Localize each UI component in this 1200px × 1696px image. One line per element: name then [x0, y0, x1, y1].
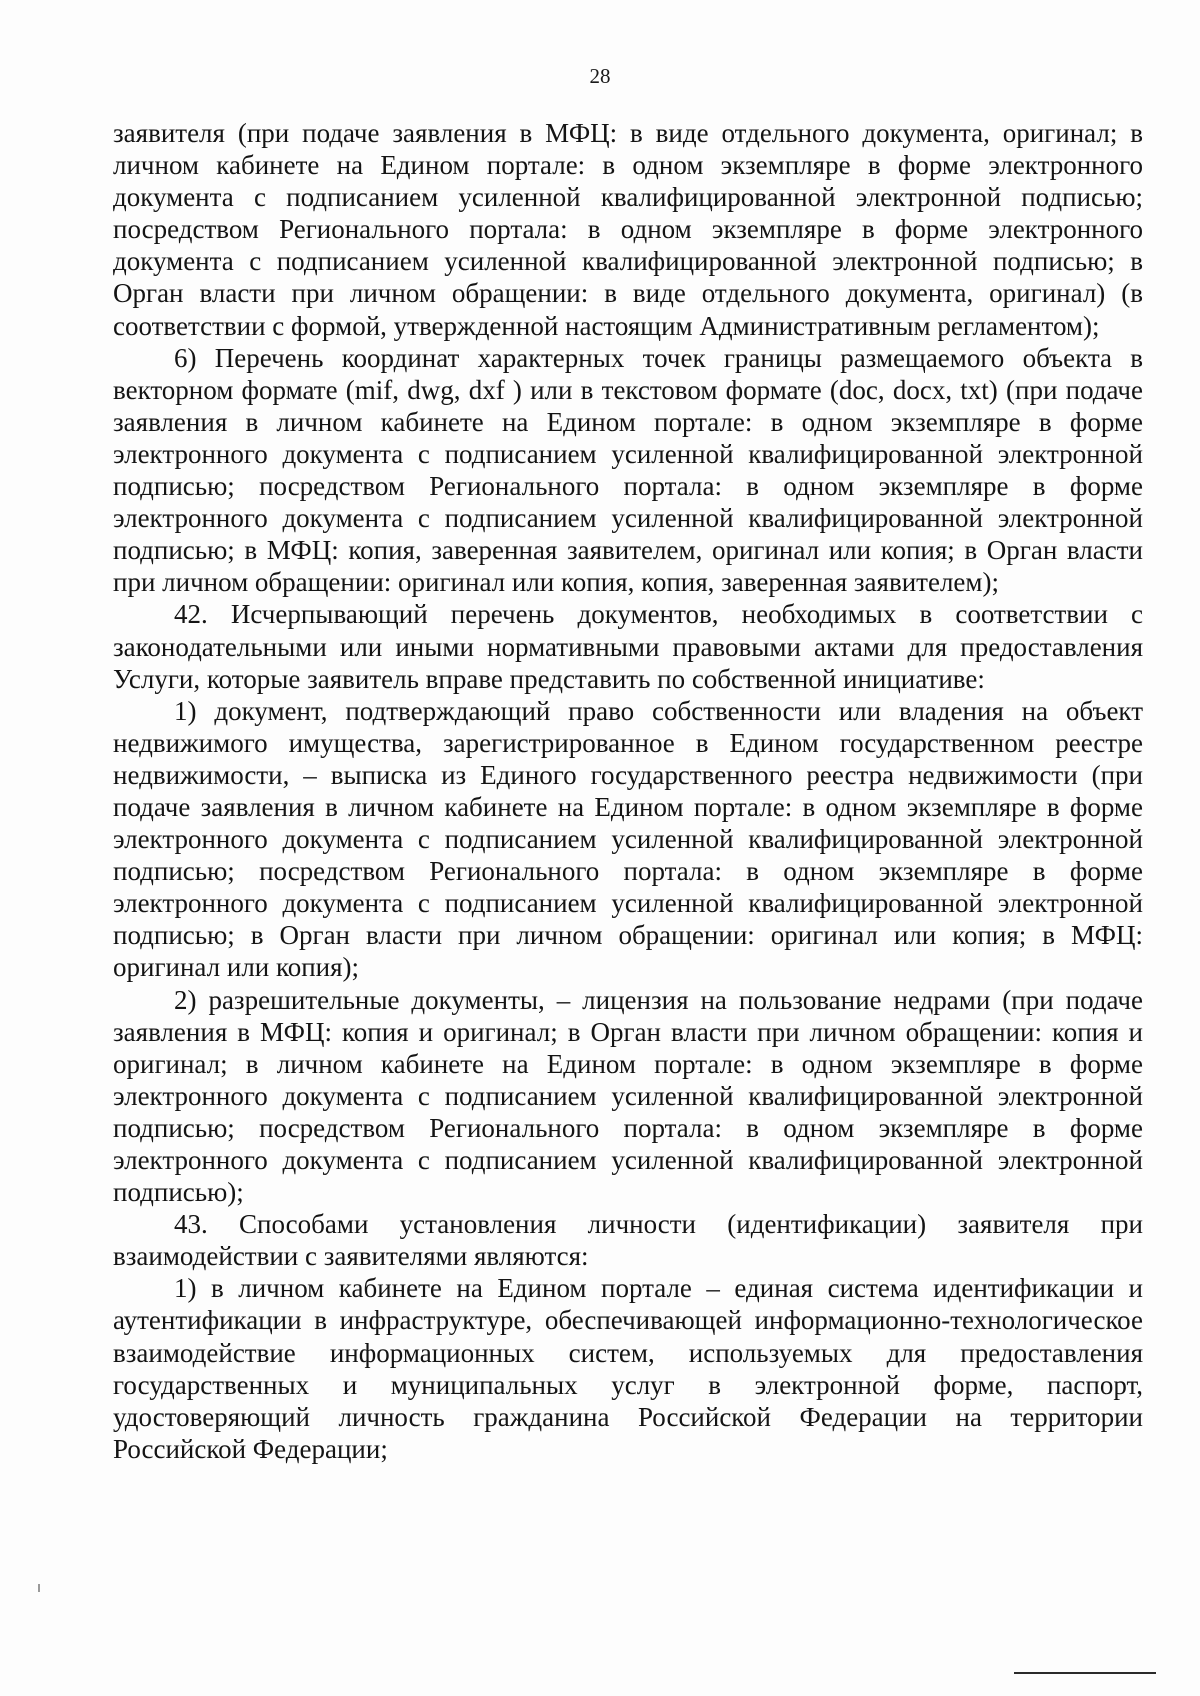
page-number: 28 [589, 64, 611, 88]
document-body [113, 117, 1143, 1465]
paragraph-item-1-identification: 1) в личном кабинете на Едином портале – единая система идентификации и аутентификации в инфраструктуре, обеспечивающей информационно-технологическое взаимодействие информационных систем, используемых для предоставления государственных и муниципальных услуг в электронной форме, паспорт, удостоверяющий личность гражданина Российской Федерации на территории Российской Федерации; [113, 1273, 1143, 1464]
paragraph-applicant-submission: заявителя (при подаче заявления в МФЦ: в виде отдельного документа, оригинал; в личном кабинете на Едином портале: в одном экземпляре в форме электронного документа с подписанием усиленной квалифицированной электронной подписью; посредством Регионального портала: в одном экземпляре в форме электронного документа с подписанием усиленной квалифицированной электронной подписью; в Орган власти при личном обращении: в виде отдельного документа, оригинал) (в соответствии с формой, утвержденной настоящим Административным регламентом); [113, 118, 1143, 341]
paragraph-item-6-coordinates: 6) Перечень координат характерных точек границы размещаемого объекта в векторном формате (mif, dwg, dxf ) или в текстовом формате (doc, docx, txt) (при подаче заявления в личном кабинете на Едином портале: в одном экземпляре в форме электронного документа с подписанием усиленной квалифицированной электронной подписью; посредством Регионального портала: в одном экземпляре в форме электронного документа с подписанием усиленной квалифицированной электронной подписью; в МФЦ: копия, заверенная заявителем, оригинал или копия; в Орган власти при личном обращении: оригинал или копия, копия, заверенная заявителем); [113, 342, 1143, 598]
paragraph-item-1-ownership-document: 1) документ, подтверждающий право собственности или владения на объект недвижимого имущества, зарегистрированное в Едином государственном реестре недвижимости, – выписка из Единого государственного реестра недвижимости (при подаче заявления в личном кабинете на Едином портале: в одном экземпляре в форме электронного документа с подписанием усиленной квалифицированной электронной подписью; посредством Регионального портала: в одном экземпляре в форме электронного документа с подписанием усиленной квалифицированной электронной подписью; в Орган власти при личном обращении: оригинал или копия; в МФЦ: оригинал или копия); [113, 695, 1143, 983]
paragraph-item-2-permits: 2) разрешительные документы, – лицензия на пользование недрами (при подаче заявления в МФЦ: копия и оригинал; в Орган власти при личном обращении: копия и оригинал; в личном кабинете на Едином портале: в одном экземпляре в форме электронного документа с подписанием усиленной квалифицированной электронной подписью; посредством Регионального портала: в одном экземпляре в форме электронного документа с подписанием усиленной квалифицированной электронной подписью); [113, 984, 1143, 1208]
footer-rule [1014, 1672, 1156, 1674]
paragraph-section-42: 42. Исчерпывающий перечень документов, необходимых в соответствии с законодательными или иными нормативными правовыми актами для предоставления Услуги, которые заявитель вправе представить по собственной инициативе: [113, 599, 1143, 694]
paragraph-section-43: 43. Способами установления личности (идентификации) заявителя при взаимодействии с заявителями являются: [113, 1209, 1143, 1272]
scan-margin-mark [38, 1584, 40, 1592]
